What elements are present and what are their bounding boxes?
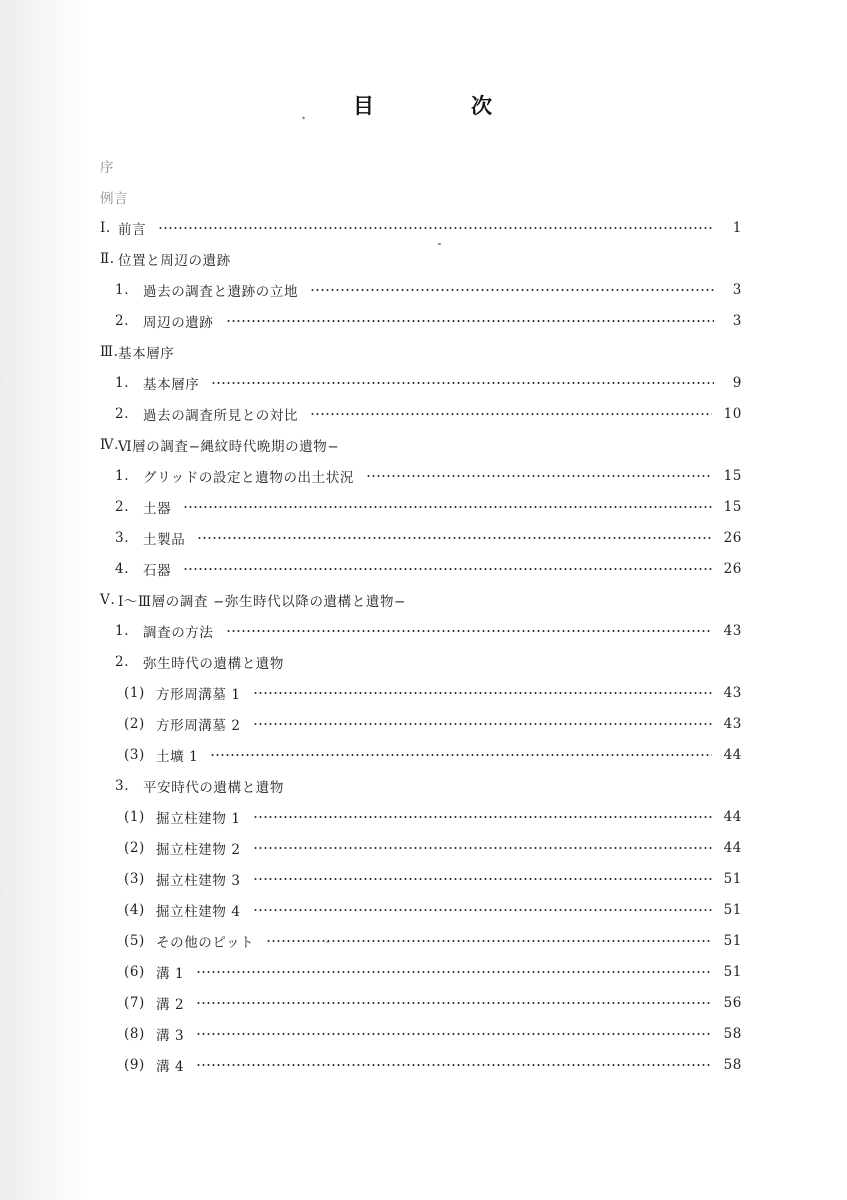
toc-entry[interactable] (100, 398, 742, 429)
toc-entry-label: 方形周溝墓 2 (156, 717, 241, 734)
toc-entry-label: 基本層序 (118, 345, 175, 362)
toc-entry[interactable] (100, 429, 742, 460)
toc-entry[interactable] (100, 863, 742, 894)
toc-entry-number: 2. (115, 498, 130, 515)
toc-entry[interactable] (100, 212, 742, 243)
dot-leader (197, 537, 711, 539)
toc-entry-page: 3 (732, 281, 742, 298)
toc-entry-page: 43 (723, 715, 742, 732)
dot-leader (196, 1002, 711, 1004)
page-edge-shadow (0, 0, 90, 1200)
toc-entry-page: 44 (723, 746, 742, 763)
dot-leader (196, 1033, 711, 1035)
toc-entry-number: 1. (115, 467, 130, 484)
toc-entry-page: 15 (723, 467, 742, 484)
toc-entry-page: 26 (723, 560, 742, 577)
title-char-2: 次 (471, 93, 494, 118)
toc-entry-label: 弥生時代の遺構と遺物 (143, 655, 284, 672)
toc-entry-label: Ⅰ〜Ⅲ層の調査 −弥生時代以降の遺構と遺物− (118, 593, 406, 610)
dot-leader (253, 723, 712, 725)
toc-entry-label: 掘立柱建物 2 (156, 841, 241, 858)
toc-entry-label: 基本層序 (143, 376, 200, 393)
toc-entry-label: 土壙 1 (156, 748, 199, 765)
toc-entry-number: (3) (124, 746, 145, 763)
toc-entry-number: 1. (115, 622, 130, 639)
toc-entry-label: 溝 1 (156, 965, 185, 982)
toc-entry-number: (9) (124, 1056, 145, 1073)
toc-entry[interactable] (100, 305, 742, 336)
toc-entry-number: 1. (115, 374, 130, 391)
toc-entry[interactable] (100, 925, 742, 956)
toc-entry-label: その他のピット (156, 934, 255, 951)
toc-entry[interactable] (100, 1049, 742, 1080)
toc-entry-label: 溝 4 (156, 1058, 185, 1075)
toc-entry-label: 過去の調査所見との対比 (143, 407, 299, 424)
dot-leader (210, 754, 711, 756)
toc-entry[interactable] (100, 553, 742, 584)
toc-entry[interactable] (100, 522, 742, 553)
toc-entry-number: 4. (115, 560, 130, 577)
dot-leader (226, 320, 715, 322)
toc-entry-page: 3 (732, 312, 742, 329)
toc-entry[interactable] (100, 615, 742, 646)
toc-entry-number: 2. (115, 312, 130, 329)
dot-leader (158, 227, 714, 229)
toc-entry-page: 51 (723, 901, 742, 918)
toc-entry[interactable] (100, 708, 742, 739)
toc-entry-page: 56 (723, 994, 742, 1011)
toc-entry-page: 26 (723, 529, 742, 546)
toc-entry-label: 溝 3 (156, 1027, 185, 1044)
toc-entry-label: 土器 (143, 500, 172, 517)
toc-entry-label: 掘立柱建物 3 (156, 872, 241, 889)
dot-leader (196, 1064, 711, 1066)
toc-entry-label: 方形周溝墓 1 (156, 686, 241, 703)
toc-entry[interactable] (100, 243, 742, 274)
toc-entry-number: 2. (115, 405, 130, 422)
toc-entry-label: 過去の調査と遺跡の立地 (143, 283, 299, 300)
toc-entry-number: (5) (124, 932, 145, 949)
toc-entry-page: 43 (723, 622, 742, 639)
toc-entry-number: 1. (115, 281, 130, 298)
toc-entry[interactable] (100, 987, 742, 1018)
toc-entry-page: 15 (723, 498, 742, 515)
toc-entry-label: 位置と周辺の遺跡 (118, 252, 231, 269)
toc-entry-label: 平安時代の遺構と遺物 (143, 779, 284, 796)
toc-entry[interactable] (100, 491, 742, 522)
toc-entry-label: 周辺の遺跡 (143, 314, 214, 331)
dot-leader (253, 692, 712, 694)
toc-entry-number: 2. (115, 653, 130, 670)
toc-entry-page: 58 (723, 1025, 742, 1042)
toc-entry-number: (4) (124, 901, 145, 918)
toc-entry[interactable] (100, 336, 742, 367)
title-char-1: 目 (353, 93, 376, 118)
toc-entry-page: 1 (732, 219, 742, 236)
toc-entry-label: 例言 (100, 190, 129, 207)
toc-entry[interactable] (100, 677, 742, 708)
dot-leader (183, 506, 711, 508)
toc-entry-number: (8) (124, 1025, 145, 1042)
toc-entry-number: (1) (124, 808, 145, 825)
toc-entry-label: Ⅵ層の調査−縄紋時代晩期の遺物− (118, 438, 340, 455)
toc-entry-page: 51 (723, 932, 742, 949)
dot-leader (211, 382, 714, 384)
dot-leader (253, 878, 712, 880)
toc-entry[interactable] (100, 956, 742, 987)
toc-entry[interactable] (100, 274, 742, 305)
toc-entry-page: 10 (723, 405, 742, 422)
dot-leader (253, 816, 712, 818)
dot-leader (366, 475, 712, 477)
dot-leader (183, 568, 711, 570)
toc-entry-label: 掘立柱建物 1 (156, 810, 241, 827)
toc-entry-label: 溝 2 (156, 996, 185, 1013)
toc-entry-number: Ⅱ. (100, 250, 115, 267)
toc-entry[interactable] (100, 1018, 742, 1049)
toc-entry-label: 石器 (143, 562, 172, 579)
dot-leader (196, 971, 711, 973)
toc-entry[interactable] (100, 584, 742, 615)
toc-entry-number: 3. (115, 529, 130, 546)
toc-entry-number: (7) (124, 994, 145, 1011)
toc-entry[interactable] (100, 770, 742, 801)
toc-entry-page: 44 (723, 808, 742, 825)
toc-entry[interactable] (100, 894, 742, 925)
toc-entry-page: 44 (723, 839, 742, 856)
toc-entry-page: 43 (723, 684, 742, 701)
toc-entry-number: Ⅰ. (100, 219, 111, 236)
toc-entry-page: 9 (732, 374, 742, 391)
dot-leader (310, 289, 714, 291)
toc-entry[interactable] (100, 150, 742, 181)
toc-entry-number: (2) (124, 839, 145, 856)
toc-entry[interactable] (100, 739, 742, 770)
toc-entry[interactable] (100, 367, 742, 398)
page-title (0, 90, 847, 120)
toc-entry-number: (6) (124, 963, 145, 980)
toc-entry-number: (1) (124, 684, 145, 701)
toc-entry-label: 前言 (118, 221, 147, 238)
toc-entry-number: Ⅲ. (100, 343, 119, 360)
toc-entry-number: Ⅴ. (100, 591, 116, 608)
toc-entry-label: 掘立柱建物 4 (156, 903, 241, 920)
toc-entry-label: 調査の方法 (143, 624, 214, 641)
toc-entry-label: 土製品 (143, 531, 186, 548)
toc-entry-number: 3. (115, 777, 130, 794)
toc-entry-number: (2) (124, 715, 145, 732)
toc-entry-page: 58 (723, 1056, 742, 1073)
toc-entry[interactable] (100, 832, 742, 863)
dot-leader (253, 909, 712, 911)
toc-entry-label: グリッドの設定と遺物の出土状況 (143, 469, 354, 486)
table-of-contents (100, 150, 742, 1080)
toc-entry[interactable] (100, 801, 742, 832)
dot-leader (253, 847, 712, 849)
toc-entry-number: (3) (124, 870, 145, 887)
toc-entry-label: 序 (100, 159, 115, 176)
toc-entry-page: 51 (723, 963, 742, 980)
toc-entry-number: Ⅳ. (100, 436, 119, 453)
dot-leader (310, 413, 712, 415)
toc-entry[interactable] (100, 181, 742, 212)
dot-leader (266, 940, 711, 942)
toc-entry-page: 51 (723, 870, 742, 887)
dot-leader (226, 630, 712, 632)
toc-entry[interactable] (100, 646, 742, 677)
toc-entry[interactable] (100, 460, 742, 491)
